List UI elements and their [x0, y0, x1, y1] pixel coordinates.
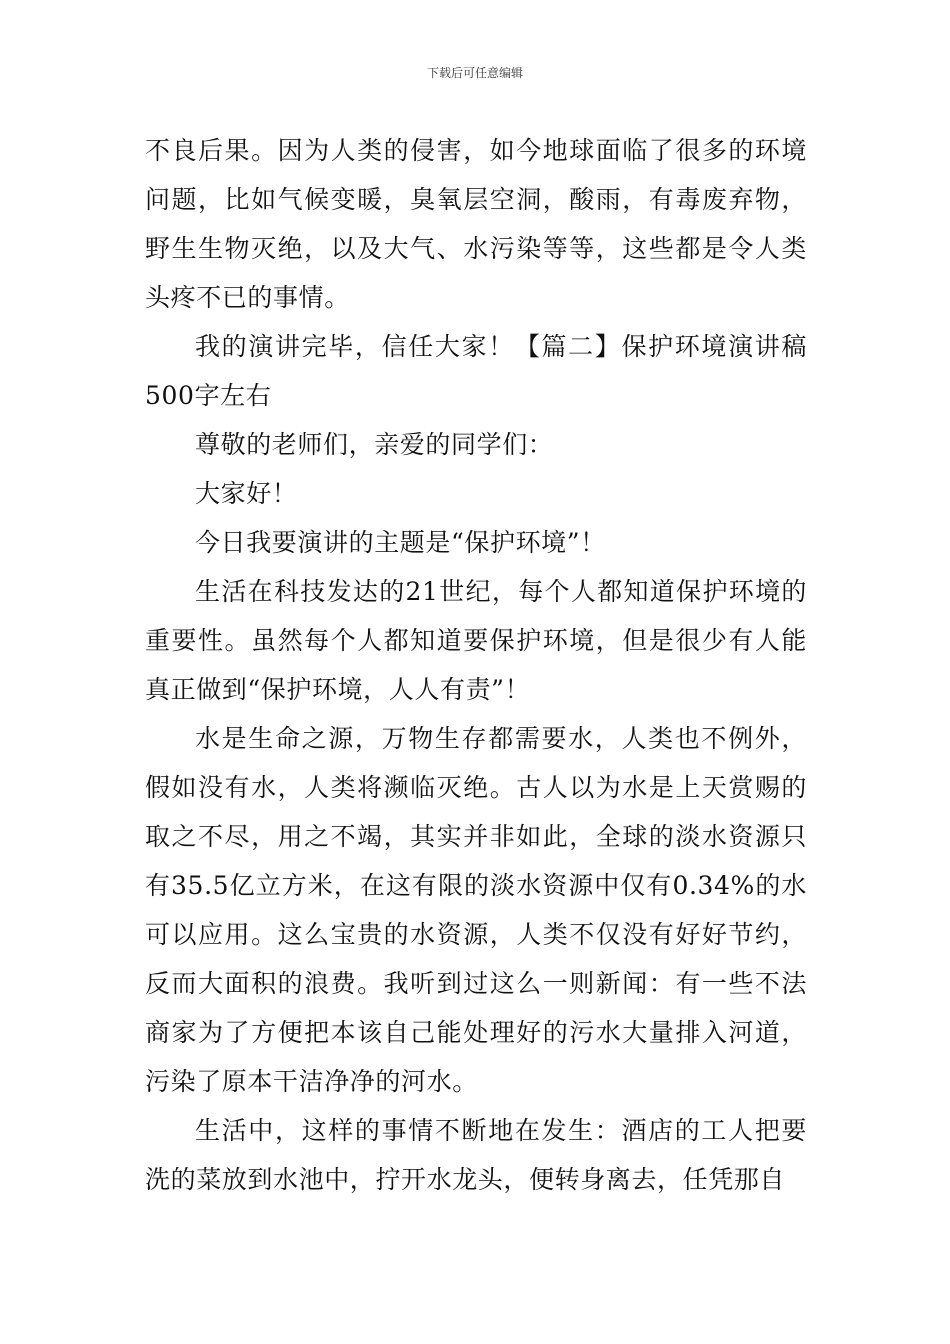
paragraph-daily-life: 生活中，这样的事情不断地在发生：酒店的工人把要洗的菜放到水池中，拧开水龙头，便转身离去，任凭那自 — [145, 1116, 807, 1194]
page-header: 下载后可任意编辑 — [426, 66, 523, 80]
paragraph-closing-and-section-title: 我的演讲完毕，信任大家！【篇二】保护环境演讲稿 500字左右 — [145, 332, 807, 410]
paragraph-importance: 生活在科技发达的21世纪，每个人都知道保护环境的重要性。虽然每个人都知道要保护环境，但是很少有人能真正做到“保护环境，人人有责”！ — [145, 577, 807, 704]
paragraph-topic: 今日我要演讲的主题是“保护环境”！ — [195, 528, 606, 557]
paragraph-continuation: 不良后果。因为人类的侵害，如今地球面临了很多的环境问题，比如气候变暖，臭氧层空洞，酸雨，有毒废弃物，野生生物灭绝，以及大气、水污染等等，这些都是令人类头疼不已的事情。 — [145, 136, 807, 312]
paragraph-salutation: 尊敬的老师们，亲爱的同学们： — [195, 430, 554, 459]
document-body — [145, 126, 807, 1204]
paragraph-greeting: 大家好！ — [195, 479, 298, 508]
paragraph-water-resources: 水是生命之源，万物生存都需要水，人类也不例外，假如没有水，人类将濒临灭绝。古人以为水是上天赏赐的取之不尽，用之不竭，其实并非如此，全球的淡水资源只有35.5亿立方米，在这有限的淡水资源中仅有0.34%的水可以应用。这么宝贵的水资源，人类不仅没有好好节约，反而大面积的浪费。我听到过这么一则新闻：有一些不法商家为了方便把本该自己能处理好的污水大量排入河道，污染了原本干洁净净的河水。 — [145, 724, 807, 1096]
